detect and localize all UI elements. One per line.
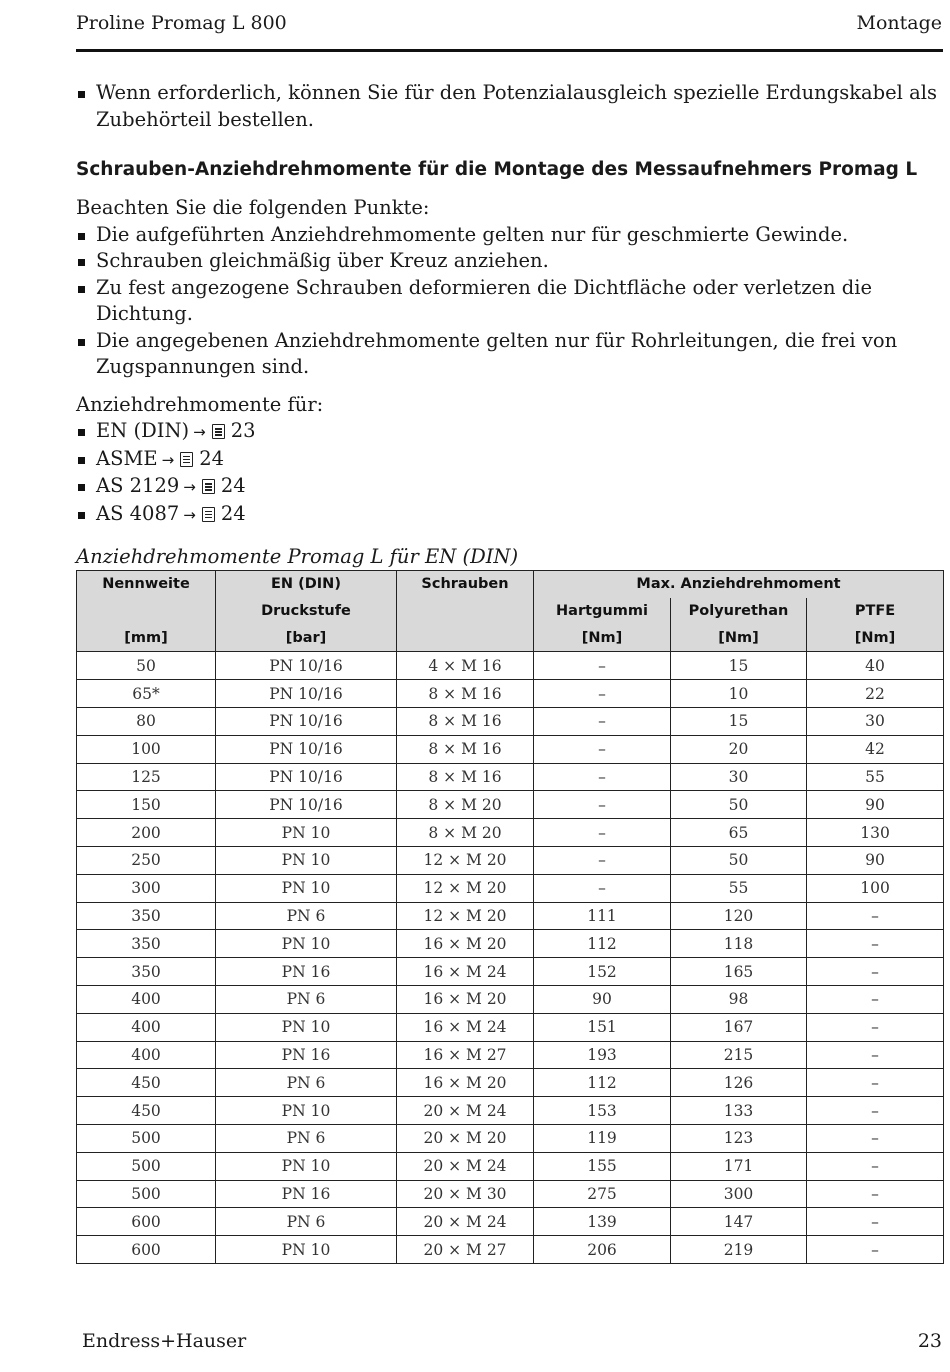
cell-hartgummi: –	[534, 763, 671, 791]
cell-druckstufe: PN 10/16	[216, 680, 397, 708]
cell-polyurethan: 98	[671, 985, 807, 1013]
header-title: Proline Promag L 800	[76, 12, 287, 34]
cell-druckstufe: PN 10/16	[216, 652, 397, 680]
cell-polyurethan: 50	[671, 846, 807, 874]
cell-schrauben: 20 × M 24	[397, 1208, 534, 1236]
cell-polyurethan: 133	[671, 1097, 807, 1125]
cell-hartgummi: –	[534, 874, 671, 902]
page-number: 23	[917, 1330, 942, 1352]
unit-bar: [bar]	[216, 625, 397, 652]
torque-intro: Anziehdrehmomente für:	[76, 392, 324, 416]
cell-schrauben: 12 × M 20	[397, 902, 534, 930]
col-header-hartgummi: Hartgummi	[534, 598, 671, 625]
cell-polyurethan: 15	[671, 652, 807, 680]
torque-ref-list	[76, 418, 944, 528]
cell-druckstufe: PN 10	[216, 874, 397, 902]
list-item: Die aufgeführten Anziehdrehmomente gelten nur für geschmierte Gewinde.	[76, 222, 944, 249]
cell-polyurethan: 219	[671, 1236, 807, 1264]
cell-druckstufe: PN 10/16	[216, 707, 397, 735]
cell-hartgummi: –	[534, 846, 671, 874]
cell-hartgummi: –	[534, 791, 671, 819]
ref-page[interactable]: 24	[220, 474, 246, 497]
cell-hartgummi: 112	[534, 1069, 671, 1097]
ref-label: AS 2129	[96, 474, 180, 497]
cell-ptfe: 40	[807, 652, 944, 680]
cell-schrauben: 20 × M 30	[397, 1180, 534, 1208]
cell-schrauben: 8 × M 16	[397, 763, 534, 791]
col-header-empty	[397, 598, 534, 625]
cell-hartgummi: 90	[534, 985, 671, 1013]
table-row	[77, 1069, 944, 1097]
cell-nennweite: 300	[77, 874, 216, 902]
col-header-nennweite: Nennweite	[77, 571, 216, 598]
ref-label: EN (DIN)	[96, 419, 190, 442]
cell-polyurethan: 20	[671, 735, 807, 763]
arrow-right-icon: →	[183, 478, 196, 496]
arrow-right-icon: →	[161, 450, 175, 469]
cell-nennweite: 200	[77, 819, 216, 847]
section-heading: Schrauben-Anziehdrehmomente für die Montage des Messaufnehmers Promag L	[76, 159, 918, 180]
cell-schrauben: 16 × M 24	[397, 958, 534, 986]
cell-hartgummi: 112	[534, 930, 671, 958]
cell-hartgummi: 139	[534, 1208, 671, 1236]
cell-hartgummi: 119	[534, 1124, 671, 1152]
cell-druckstufe: PN 16	[216, 1180, 397, 1208]
cell-polyurethan: 126	[671, 1069, 807, 1097]
cell-ptfe: –	[807, 902, 944, 930]
cell-hartgummi: 275	[534, 1180, 671, 1208]
page-reference-icon	[202, 479, 215, 494]
cell-ptfe: –	[807, 1180, 944, 1208]
cell-nennweite: 50	[77, 652, 216, 680]
cell-nennweite: 500	[77, 1124, 216, 1152]
cell-hartgummi: –	[534, 652, 671, 680]
main-content	[76, 80, 944, 570]
unit-nm: [Nm]	[534, 625, 671, 652]
table-row	[77, 985, 944, 1013]
cell-nennweite: 65*	[77, 680, 216, 708]
cell-schrauben: 8 × M 16	[397, 707, 534, 735]
arrow-right-icon: →	[183, 505, 196, 524]
cell-polyurethan: 30	[671, 763, 807, 791]
cell-druckstufe: PN 10/16	[216, 791, 397, 819]
arrow-right-icon: →	[193, 423, 206, 441]
cell-druckstufe: PN 10	[216, 1097, 397, 1125]
table-row	[77, 1152, 944, 1180]
cell-polyurethan: 215	[671, 1041, 807, 1069]
cell-nennweite: 80	[77, 707, 216, 735]
unit-nm: [Nm]	[807, 625, 944, 652]
cell-schrauben: 8 × M 20	[397, 819, 534, 847]
torque-ref-as4087[interactable]	[76, 501, 944, 529]
cell-ptfe: –	[807, 1124, 944, 1152]
cell-schrauben: 8 × M 16	[397, 680, 534, 708]
cell-polyurethan: 15	[671, 707, 807, 735]
col-header-empty	[397, 625, 534, 652]
cell-nennweite: 400	[77, 1013, 216, 1041]
intro-list	[76, 80, 944, 133]
cell-ptfe: –	[807, 1236, 944, 1264]
ref-label: AS 4087	[96, 501, 180, 525]
cell-ptfe: –	[807, 1208, 944, 1236]
cell-druckstufe: PN 10	[216, 846, 397, 874]
cell-polyurethan: 171	[671, 1152, 807, 1180]
cell-hartgummi: 151	[534, 1013, 671, 1041]
cell-nennweite: 350	[77, 958, 216, 986]
table-row	[77, 1013, 944, 1041]
cell-nennweite: 600	[77, 1236, 216, 1264]
cell-ptfe: –	[807, 1041, 944, 1069]
cell-hartgummi: 155	[534, 1152, 671, 1180]
ref-label: ASME	[96, 446, 158, 470]
cell-druckstufe: PN 10/16	[216, 763, 397, 791]
cell-nennweite: 450	[77, 1069, 216, 1097]
cell-ptfe: 30	[807, 707, 944, 735]
cell-schrauben: 8 × M 20	[397, 791, 534, 819]
cell-polyurethan: 50	[671, 791, 807, 819]
cell-druckstufe: PN 16	[216, 1041, 397, 1069]
table-body	[77, 652, 944, 1264]
cell-ptfe: 90	[807, 846, 944, 874]
cell-polyurethan: 147	[671, 1208, 807, 1236]
ref-page[interactable]: 24	[220, 501, 246, 525]
cell-druckstufe: PN 10	[216, 1236, 397, 1264]
table-caption: Anziehdrehmomente Promag L für EN (DIN)	[76, 545, 519, 568]
cell-polyurethan: 120	[671, 902, 807, 930]
notes-intro: Beachten Sie die folgenden Punkte:	[76, 196, 430, 219]
table-row	[77, 1041, 944, 1069]
col-header-polyurethan: Polyurethan	[671, 598, 807, 625]
cell-druckstufe: PN 10	[216, 1152, 397, 1180]
cell-ptfe: –	[807, 1069, 944, 1097]
col-header-empty	[77, 598, 216, 625]
cell-ptfe: 55	[807, 763, 944, 791]
page-reference-icon	[180, 452, 193, 467]
cell-druckstufe: PN 6	[216, 1069, 397, 1097]
cell-druckstufe: PN 6	[216, 1208, 397, 1236]
torque-ref-asme[interactable]	[76, 446, 944, 474]
table-row	[77, 652, 944, 680]
list-item: Schrauben gleichmäßig über Kreuz anziehen.	[76, 248, 944, 275]
col-header-ptfe: PTFE	[807, 598, 944, 625]
cell-druckstufe: PN 10	[216, 930, 397, 958]
table-row	[77, 1180, 944, 1208]
ref-page[interactable]: 24	[199, 446, 225, 470]
cell-ptfe: –	[807, 1013, 944, 1041]
cell-druckstufe: PN 6	[216, 1124, 397, 1152]
table-row	[77, 958, 944, 986]
table-row	[77, 902, 944, 930]
cell-polyurethan: 118	[671, 930, 807, 958]
table-row	[77, 1097, 944, 1125]
cell-nennweite: 500	[77, 1180, 216, 1208]
cell-druckstufe: PN 6	[216, 985, 397, 1013]
cell-ptfe: 22	[807, 680, 944, 708]
torque-table	[76, 570, 944, 1264]
cell-schrauben: 20 × M 24	[397, 1097, 534, 1125]
cell-druckstufe: PN 16	[216, 958, 397, 986]
cell-hartgummi: 153	[534, 1097, 671, 1125]
col-header-schrauben: Schrauben	[397, 571, 534, 598]
cell-ptfe: –	[807, 930, 944, 958]
cell-schrauben: 16 × M 24	[397, 1013, 534, 1041]
torque-ref-as2129[interactable]	[76, 473, 944, 501]
cell-druckstufe: PN 10	[216, 1013, 397, 1041]
page-reference-icon	[212, 424, 225, 439]
cell-nennweite: 100	[77, 735, 216, 763]
cell-schrauben: 12 × M 20	[397, 846, 534, 874]
cell-polyurethan: 167	[671, 1013, 807, 1041]
table-row	[77, 735, 944, 763]
cell-polyurethan: 10	[671, 680, 807, 708]
notes-list	[76, 222, 944, 381]
cell-nennweite: 450	[77, 1097, 216, 1125]
table-row	[77, 1236, 944, 1264]
cell-ptfe: 90	[807, 791, 944, 819]
cell-ptfe: –	[807, 985, 944, 1013]
header-section: Montage	[856, 12, 942, 34]
cell-druckstufe: PN 10	[216, 819, 397, 847]
col-header-druckstufe: Druckstufe	[216, 598, 397, 625]
table-row	[77, 680, 944, 708]
cell-nennweite: 150	[77, 791, 216, 819]
header-rule	[76, 49, 943, 52]
cell-ptfe: 42	[807, 735, 944, 763]
table-row	[77, 930, 944, 958]
cell-druckstufe: PN 6	[216, 902, 397, 930]
cell-nennweite: 500	[77, 1152, 216, 1180]
col-header-en-din: EN (DIN)	[216, 571, 397, 598]
cell-hartgummi: –	[534, 680, 671, 708]
cell-nennweite: 125	[77, 763, 216, 791]
cell-hartgummi: –	[534, 735, 671, 763]
cell-polyurethan: 165	[671, 958, 807, 986]
cell-schrauben: 12 × M 20	[397, 874, 534, 902]
cell-hartgummi: –	[534, 819, 671, 847]
table-row	[77, 763, 944, 791]
table-row	[77, 1124, 944, 1152]
cell-schrauben: 16 × M 20	[397, 985, 534, 1013]
cell-ptfe: –	[807, 1152, 944, 1180]
col-header-max-torque: Max. Anziehdrehmoment	[534, 571, 944, 598]
table-row	[77, 874, 944, 902]
cell-polyurethan: 55	[671, 874, 807, 902]
cell-schrauben: 4 × M 16	[397, 652, 534, 680]
cell-nennweite: 350	[77, 902, 216, 930]
cell-nennweite: 250	[77, 846, 216, 874]
cell-hartgummi: –	[534, 707, 671, 735]
table-row	[77, 819, 944, 847]
cell-schrauben: 16 × M 20	[397, 1069, 534, 1097]
cell-schrauben: 16 × M 20	[397, 930, 534, 958]
cell-schrauben: 20 × M 24	[397, 1152, 534, 1180]
unit-mm: [mm]	[77, 625, 216, 652]
list-item: Zu fest angezogene Schrauben deformieren die Dichtfläche oder verletzen die Dichtung.	[76, 275, 944, 328]
cell-polyurethan: 65	[671, 819, 807, 847]
cell-druckstufe: PN 10/16	[216, 735, 397, 763]
table-row	[77, 791, 944, 819]
table-row	[77, 846, 944, 874]
cell-ptfe: 100	[807, 874, 944, 902]
cell-ptfe: 130	[807, 819, 944, 847]
table-row	[77, 707, 944, 735]
cell-schrauben: 8 × M 16	[397, 735, 534, 763]
cell-schrauben: 16 × M 27	[397, 1041, 534, 1069]
cell-polyurethan: 300	[671, 1180, 807, 1208]
cell-nennweite: 400	[77, 985, 216, 1013]
cell-hartgummi: 193	[534, 1041, 671, 1069]
cell-nennweite: 400	[77, 1041, 216, 1069]
cell-ptfe: –	[807, 958, 944, 986]
cell-nennweite: 600	[77, 1208, 216, 1236]
cell-nennweite: 350	[77, 930, 216, 958]
list-item: Wenn erforderlich, können Sie für den Potenzialausgleich spezielle Erdungskabel als Zubehörteil bestellen.	[76, 80, 944, 133]
cell-schrauben: 20 × M 20	[397, 1124, 534, 1152]
cell-hartgummi: 111	[534, 902, 671, 930]
cell-polyurethan: 123	[671, 1124, 807, 1152]
ref-page[interactable]: 23	[230, 419, 256, 442]
list-item: Die angegebenen Anziehdrehmomente gelten nur für Rohrleitungen, die frei von Zugspannungen sind.	[76, 328, 944, 381]
cell-schrauben: 20 × M 27	[397, 1236, 534, 1264]
cell-hartgummi: 152	[534, 958, 671, 986]
table-row	[77, 1208, 944, 1236]
unit-nm: [Nm]	[671, 625, 807, 652]
footer-brand: Endress+Hauser	[82, 1330, 247, 1352]
cell-ptfe: –	[807, 1097, 944, 1125]
torque-ref-en[interactable]	[76, 418, 944, 446]
cell-hartgummi: 206	[534, 1236, 671, 1264]
page-reference-icon	[202, 507, 215, 522]
